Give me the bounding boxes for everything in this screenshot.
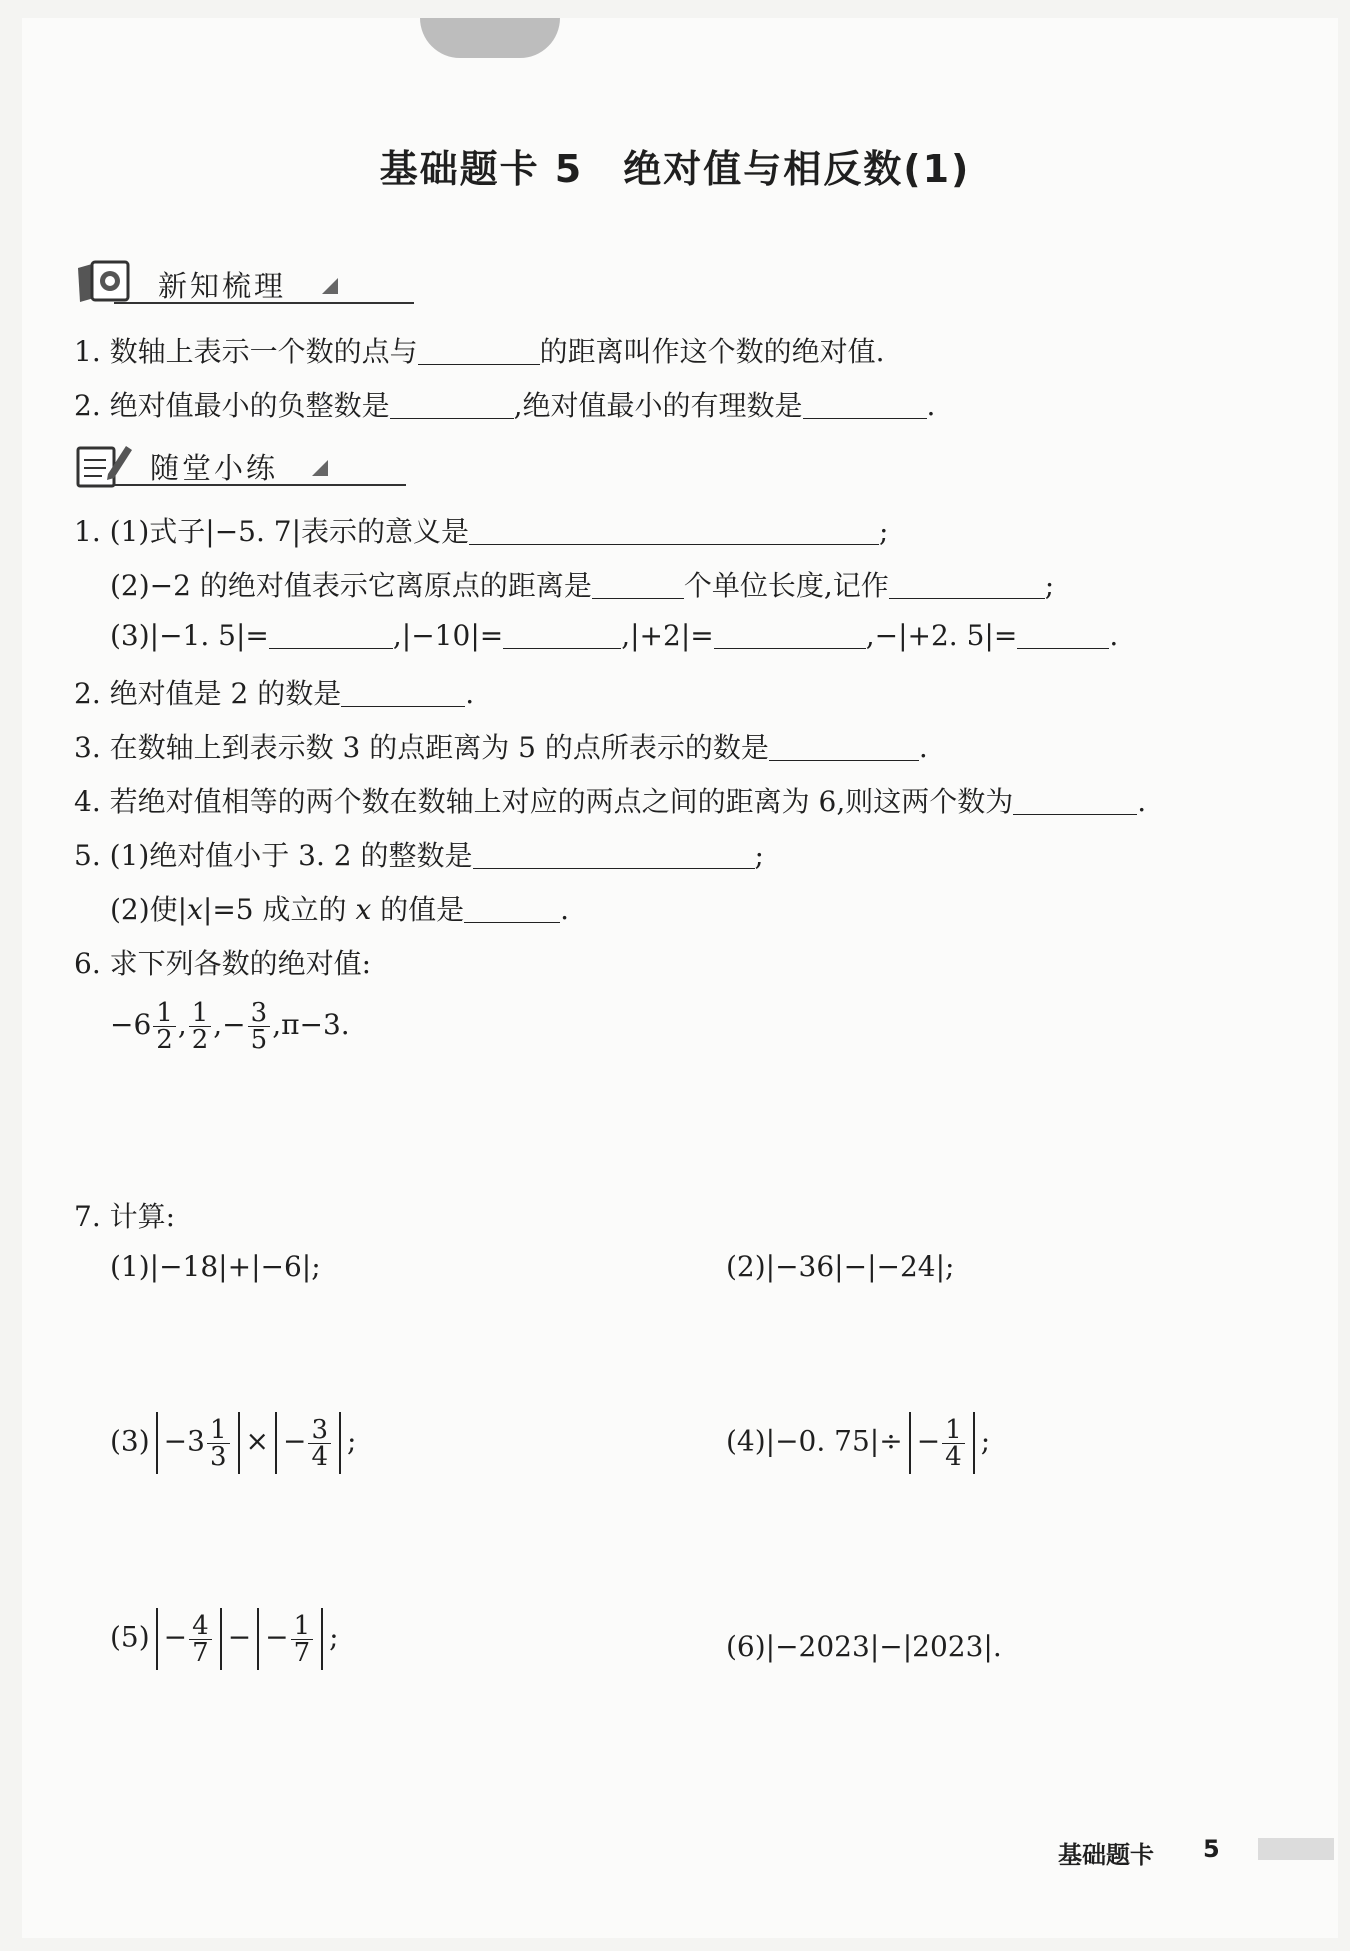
title-topic: 绝对值与相反数(1) <box>623 147 971 191</box>
calc-1: (1)|−18|+|−6|; <box>110 1250 321 1283</box>
question-p1-2: (2)−2 的绝对值表示它离原点的距离是 个单位长度,记作 ; <box>110 569 1055 602</box>
page-title <box>0 138 1350 193</box>
question-k1: 1. 数轴上表示一个数的点与 的距离叫作这个数的绝对值. <box>74 335 885 368</box>
calc-2: (2)|−36|−|−24|; <box>726 1250 955 1283</box>
question-p6-numbers: −6 $\frac{1}{2}$ , $\frac{1}{2}$ ,− $\frac{3}{5}$ ,π−3. <box>110 998 350 1055</box>
calc-4: (4)|−0. 75|÷ − $\frac{1}{4}$ ; <box>726 1412 990 1474</box>
footer-bar-decoration <box>1258 1838 1334 1860</box>
calc-6: (6)|−2023|−|2023|. <box>726 1630 1002 1663</box>
question-p1-1: 1. (1)式子|−5. 7|表示的意义是 ; <box>74 515 889 548</box>
book-icon <box>74 258 134 308</box>
calc-5: (5) − $\frac{4}{7}$ − − $\frac{1}{7}$ ; <box>110 1608 339 1670</box>
question-p7: 7. 计算: <box>74 1200 176 1233</box>
notebook-pencil-icon <box>74 440 134 490</box>
footer-label: 基础题卡 <box>1058 1841 1154 1869</box>
question-p4: 4. 若绝对值相等的两个数在数轴上对应的两点之间的距离为 6,则这两个数为 . <box>74 785 1147 818</box>
question-p1-3: (3)|−1. 5|= ,|−10|= ,|+2|= ,−|+2. 5|= . <box>110 619 1119 652</box>
question-p2: 2. 绝对值是 2 的数是 . <box>74 677 475 710</box>
question-p6: 6. 求下列各数的绝对值: <box>74 947 372 980</box>
section-title: 新知梳理 <box>158 269 287 303</box>
title-card-number: 基础题卡 5 <box>379 147 584 191</box>
section-title: 随堂小练 <box>150 451 279 485</box>
page-number: 5 <box>1203 1835 1220 1863</box>
question-p3: 3. 在数轴上到表示数 3 的点距离为 5 的点所表示的数是 . <box>74 731 928 764</box>
question-p5-2: (2)使|x|=5 成立的 x 的值是 . <box>110 893 570 926</box>
calc-3: (3) −3 $\frac{1}{3}$ × − $\frac{3}{4}$ ; <box>110 1412 356 1474</box>
question-k2: 2. 绝对值最小的负整数是 ,绝对值最小的有理数是 . <box>74 389 936 422</box>
page-tab-decoration <box>420 18 560 58</box>
question-p5-1: 5. (1)绝对值小于 3. 2 的整数是 ; <box>74 839 764 872</box>
